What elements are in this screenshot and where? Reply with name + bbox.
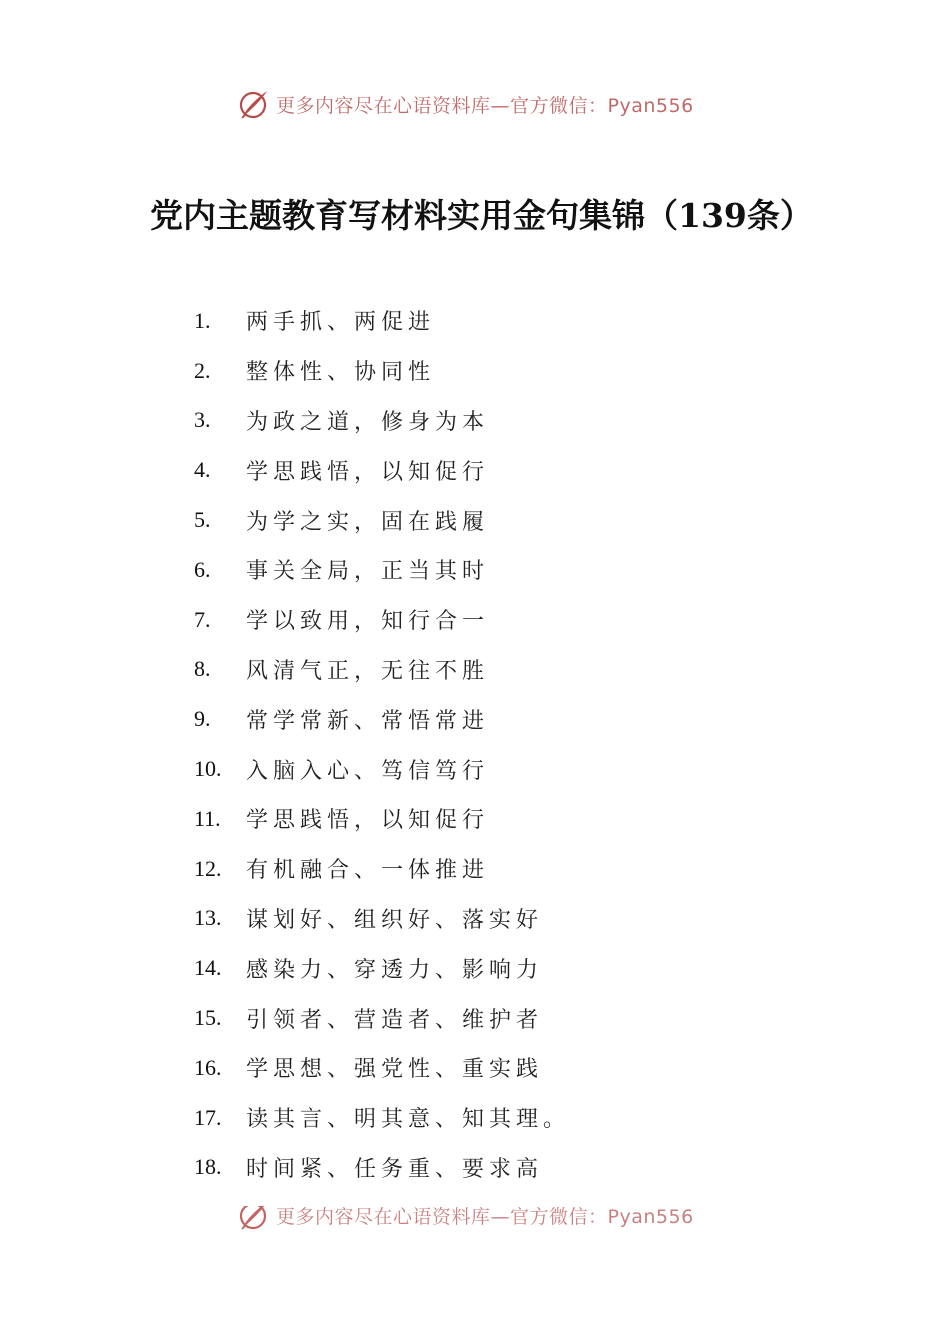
header-watermark — [236, 86, 756, 122]
list-item-number: 6. — [194, 556, 211, 582]
list-item-number: 7. — [194, 606, 211, 632]
list-item-text: 时间紧、任务重、要求高 — [246, 1156, 544, 1182]
list-item-number: 4. — [194, 457, 211, 483]
document-title: 党内主题教育写材料实用金句集锦（139条） — [150, 196, 813, 235]
list-item-number: 8. — [194, 656, 211, 682]
list-item — [194, 993, 570, 1043]
list-item-text: 引领者、营造者、维护者 — [246, 1007, 544, 1033]
list-item-number: 16. — [194, 1054, 222, 1080]
footer-watermark — [236, 1206, 756, 1236]
quill-pen-logo-icon — [236, 1206, 270, 1232]
list-item-number: 3. — [194, 407, 211, 433]
list-item-text: 谋划好、组织好、落实好 — [246, 907, 544, 933]
list-item-number: 12. — [194, 855, 222, 881]
list-item-text: 为政之道，修身为本 — [246, 409, 490, 435]
list-item — [194, 495, 570, 545]
list-item — [194, 794, 570, 844]
list-item — [194, 1093, 570, 1143]
list-item — [194, 894, 570, 944]
list-item — [194, 296, 570, 346]
list-item — [194, 346, 570, 396]
list-item-text: 为学之实，固在践履 — [246, 509, 490, 535]
list-item — [194, 1043, 570, 1093]
list-item — [194, 943, 570, 993]
list-item-text: 有机融合、一体推进 — [246, 858, 490, 884]
list-item-text: 事关全局，正当其时 — [246, 559, 490, 585]
list-item — [194, 396, 570, 446]
list-item-text: 学思践悟，以知促行 — [246, 808, 490, 834]
list-item-text: 感染力、穿透力、影响力 — [246, 957, 544, 983]
list-item-number: 11. — [194, 805, 221, 831]
list-item-number: 14. — [194, 955, 222, 981]
list-item — [194, 1143, 570, 1193]
list-item-text: 常学常新、常悟常进 — [246, 708, 490, 734]
list-item-text: 学以致用，知行合一 — [246, 609, 490, 635]
list-item-text: 读其言、明其意、知其理。 — [246, 1107, 571, 1133]
watermark-text: 更多内容尽在心语资料库—官方微信：Pyan556 — [276, 94, 694, 117]
list-item-number: 15. — [194, 1005, 222, 1031]
list-item-number: 1. — [194, 307, 211, 333]
list-item-text: 学思践悟，以知促行 — [246, 459, 490, 485]
list-item-number: 13. — [194, 905, 222, 931]
list-item — [194, 445, 570, 495]
list-item-number: 17. — [194, 1104, 222, 1130]
list-item-number: 10. — [194, 756, 222, 782]
list-item-number: 9. — [194, 706, 211, 732]
list-item — [194, 844, 570, 894]
list-item — [194, 694, 570, 744]
list-item — [194, 744, 570, 794]
watermark-text: 更多内容尽在心语资料库—官方微信：Pyan556 — [276, 1206, 694, 1228]
list-item — [194, 595, 570, 645]
list-item-number: 2. — [194, 357, 211, 383]
list-item-number: 18. — [194, 1154, 222, 1180]
list-item-text: 整体性、协同性 — [246, 360, 436, 386]
list-item-text: 入脑入心、笃信笃行 — [246, 758, 490, 784]
list-item-text: 两手抓、两促进 — [246, 310, 436, 336]
list-item-text: 学思想、强党性、重实践 — [246, 1057, 544, 1083]
list-item — [194, 645, 570, 695]
list-item-number: 5. — [194, 507, 211, 533]
list-item-text: 风清气正，无往不胜 — [246, 658, 490, 684]
quill-pen-logo-icon — [236, 87, 270, 121]
list-item — [194, 545, 570, 595]
phrase-list — [194, 296, 570, 1192]
